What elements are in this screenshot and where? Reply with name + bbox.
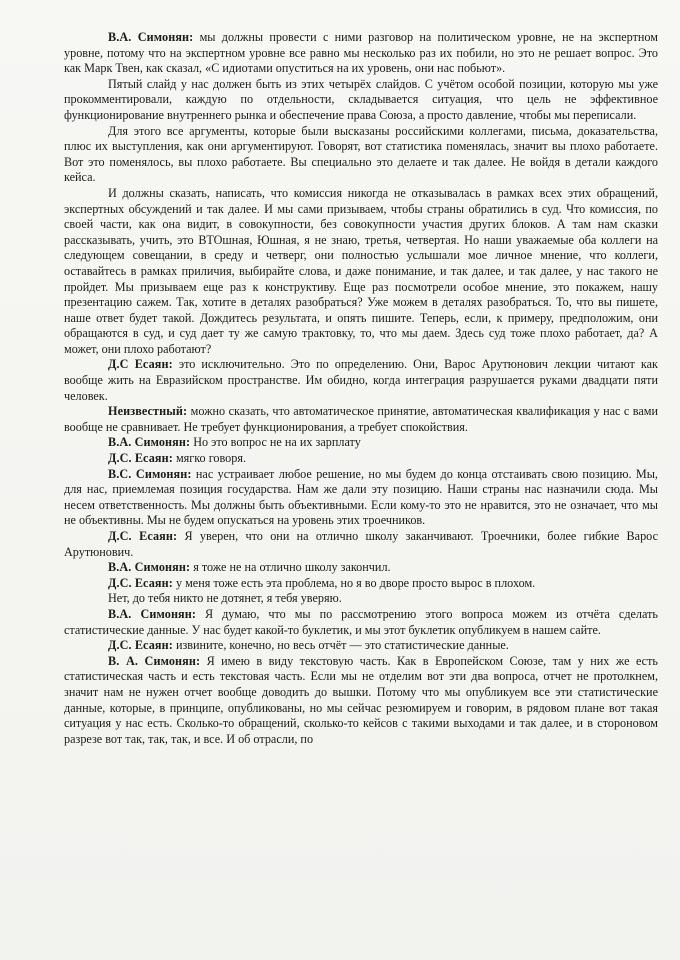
- paragraph: [64, 576, 658, 592]
- paragraph: [64, 451, 658, 467]
- paragraph: [64, 529, 658, 560]
- paragraph: [64, 77, 658, 124]
- paragraph: [64, 435, 658, 451]
- speaker-name: Д.С. Есаян:: [108, 451, 173, 466]
- paragraph-text: мягко говоря.: [172, 451, 246, 466]
- paragraph-text: Я думаю, что мы по рассмотрению этого вопроса можем из отчёта сделать статистические данные. У нас будет какой-то буклетик, и мы этот буклетик опубликуем в нашем сайте.: [64, 606, 658, 637]
- paragraph: [64, 654, 658, 748]
- paragraph-text: Но это вопрос не на их зарплату: [190, 435, 361, 450]
- paragraph: [64, 467, 658, 529]
- paragraph: [64, 186, 658, 358]
- paragraph: [64, 124, 658, 186]
- paragraph-text: нас устраивает любое решение, но мы будем до конца отстаивать свою позицию. Мы, для нас, приемлемая позиция государства. Нам же дали эту позицию. Наши страны нас назначили сюда. Мы несем ответственность. Мы должны быть объективными. Если кому-то это не нравится, это не означает, что мы не объективны. Мы не будем опускаться на уровень этих троечников.: [64, 466, 658, 528]
- paragraph-text: Нет, до тебя никто не дотянет, я тебя уверяю.: [108, 591, 342, 606]
- speaker-name: В.С. Симонян:: [108, 466, 192, 481]
- speaker-name: Д.С. Есаян:: [108, 638, 173, 653]
- paragraph: [64, 560, 658, 576]
- paragraph: [64, 404, 658, 435]
- speaker-name: Д.С. Есаян:: [108, 529, 178, 543]
- speaker-name: В. А. Симонян:: [108, 653, 201, 668]
- paragraph-text: И должны сказать, написать, что комиссия никогда не отказывалась в рамках всех этих обращений, экспертных обсуждений и так далее. И мы сами призываем, чтобы страны обратились в суд. Что комиссия, по своей части, как она видит, в совокупности, без совокупности участия других блоков. А там нам сказки рассказывать, учить, это ВТОшная, Юшная, я не знаю, третья, четвертая. Но наши уважаемые оба коллеги на следующем совещании, в среду и четверг, они полностью услышали мое личное мнение, что коллеги, оставайтесь в рамках приличия, выбирайте слова, и даже понимание, и так далее, и так далее, у нас такого не пройдет. Мы призываем еще раз к конструктиву. Еще раз посмотрели особое мнение, это покажем, нашу презентацию сажем. Так, хотите в деталях разобраться? Уже можем в деталях разобраться. То, что вы пишете, наше ответ будет такой. Дождитесь результата, и опять пишите. Теперь, если, к примеру, предположим, они обращаются в суд, и суд дает ту же самую трактовку, то, что мы даем. Здесь суд тоже плохо работает, да? А может, они плохо работают?: [64, 185, 658, 356]
- paragraph-text: у меня тоже есть эта проблема, но я во дворе просто вырос в плохом.: [172, 575, 536, 590]
- speaker-name: В.А. Симонян:: [108, 560, 191, 575]
- paragraph-text: Я имею в виду текстовую часть. Как в Европейском Союзе, там у них же есть статистическая часть и есть текстовая часть. Если мы не отделим вот эти два вопроса, отчет не протолкнем, значит нам не нужен отчет вообще доводить до вышки. Потому что мы опубликуем все эти статистические данные, которые, в принципе, опубликованы, но мы сейчас резюмируем и говорим, в рядовом плане вот такая ситуация у нас есть. Сколько-то обращений, сколько-то кейсов с такими выходами и так далее, и в стороновом разрезе вот так, так, так, и все. И об отрасли, по: [64, 653, 658, 746]
- paragraph: [64, 357, 658, 404]
- paragraph-text: я тоже не на отлично школу закончил.: [190, 560, 391, 575]
- paragraph-text: Для этого все аргументы, которые были высказаны российскими коллегами, письма, доказательства, плюс их выступления, как они аргументируют. Говорят, вот статистика поменялась, значит вы плохо работаете. Вот это поменялось, вы плохо работаете. Вы специально это делаете и так далее. Не войдя в детали каждого кейса.: [64, 123, 658, 185]
- paragraph-text: можно сказать, что автоматическое принятие, автоматическая квалификация у нас с вами вообще не сравнивает. Не требует функционирования, а требует спокойствия.: [64, 404, 658, 434]
- paragraph-text: Пятый слайд у нас должен быть из этих четырёх слайдов. С учётом особой позиции, которую мы уже прокомментировали, каждую по отдельности, складывается ситуация, что цель не эффективное функционирование внутреннего рынка и обеспечение права Союза, а просто давление, чтобы мы переписали.: [64, 76, 658, 122]
- paragraph: [64, 591, 658, 607]
- paragraph-text: извините, конечно, но весь отчёт — это статистические данные.: [172, 638, 509, 653]
- speaker-name: Неизвестный:: [108, 404, 188, 419]
- paragraph-text: Я уверен, что они на отлично школу заканчивают. Троечники, более гибкие Варос Арутюнович.: [64, 529, 658, 559]
- paragraph: [64, 30, 658, 77]
- paragraph: [64, 607, 658, 638]
- paragraph-text: это исключительно. Это по определению. Они, Варос Арутюнович лекции читают как вообще жить на Евразийском пространстве. Им обидно, когда интеграция разрушается руками двадцати пяти человек.: [64, 357, 658, 403]
- paragraph-text: мы должны провести с ними разговор на политическом уровне, не на экспертном уровне, потому что на экспертном уровне все равно мы несколько раз их побили, но это не решает вопрос. Это как Марк Твен, как сказал, «С идиотами опуститься на их уровень, они нас побьют».: [64, 30, 658, 76]
- speaker-name: Д.С Есаян:: [108, 357, 173, 372]
- speaker-name: В.А. Симонян:: [108, 606, 197, 621]
- speaker-name: В.А. Симонян:: [108, 435, 191, 450]
- speaker-name: В.А. Симонян:: [108, 30, 194, 44]
- paragraph: [64, 638, 658, 654]
- speaker-name: Д.С. Есаян:: [108, 575, 173, 590]
